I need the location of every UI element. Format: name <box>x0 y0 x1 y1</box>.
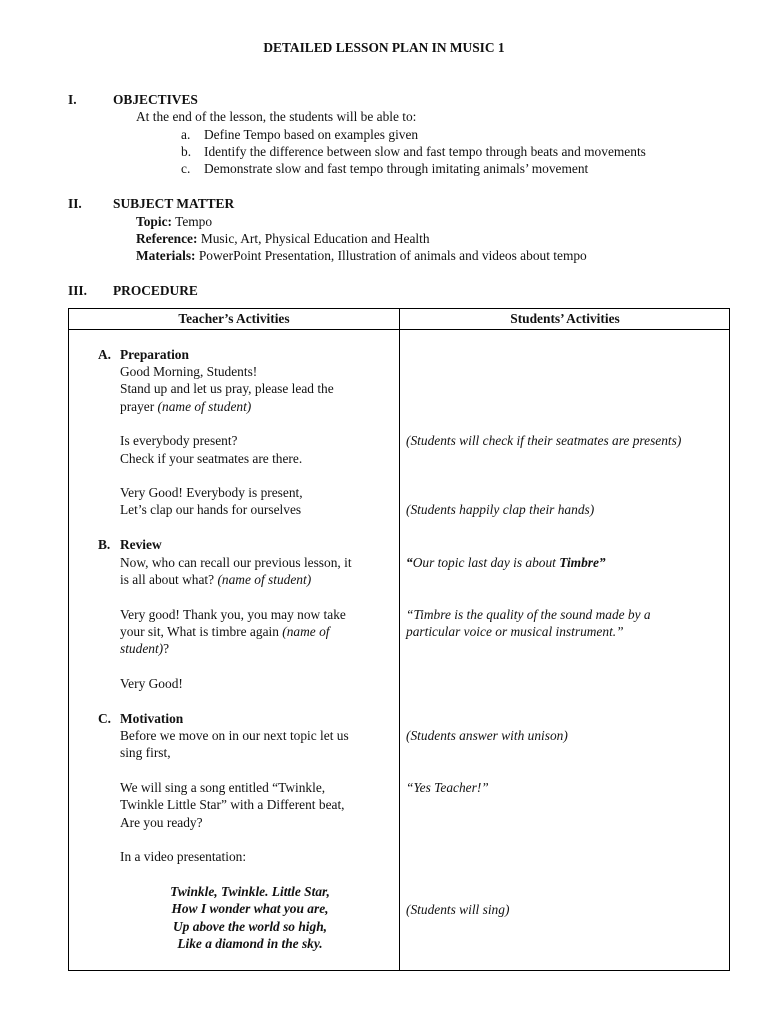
teacher-text: is all about what? <box>120 572 218 587</box>
teacher-text: your sit, What is timbre again <box>120 624 283 639</box>
column-header-students: Students’ Activities <box>510 311 620 326</box>
song-lyric-line: Twinkle, Twinkle. Little Star, <box>170 884 330 899</box>
table-header-divider <box>69 329 729 330</box>
student-response <box>406 554 606 571</box>
quote-mark: “ <box>406 555 413 570</box>
preparation-letter: A. <box>98 347 112 362</box>
song-lyric-line: Like a diamond in the sky. <box>177 936 323 951</box>
reference-value: Music, Art, Physical Education and Health <box>197 231 430 246</box>
teacher-line: sing first, <box>120 745 171 760</box>
teacher-line: Twinkle Little Star” with a Different beat, <box>120 797 345 812</box>
motivation-letter: C. <box>98 711 112 726</box>
song-lyric-line: How I wonder what you are, <box>171 901 329 916</box>
teacher-note: (name of student) <box>157 399 252 414</box>
objective-letter-b: b. <box>181 144 192 159</box>
teacher-line: Are you ready? <box>120 815 203 830</box>
section-number-subject-matter: II. <box>68 196 82 211</box>
objective-item-a: Define Tempo based on examples given <box>204 127 419 142</box>
student-response: “Yes Teacher!” <box>406 780 489 795</box>
student-text: Our topic last day is about <box>412 555 560 570</box>
reference-label: Reference: <box>136 231 198 246</box>
section-number-procedure: III. <box>68 283 87 298</box>
objective-letter-a: a. <box>181 127 191 142</box>
teacher-note: student) <box>120 641 164 656</box>
teacher-line: Check if your seatmates are there. <box>120 451 303 466</box>
document-title: DETAILED LESSON PLAN IN MUSIC 1 <box>263 40 505 55</box>
objective-item-c: Demonstrate slow and fast tempo through imitating animals’ movement <box>204 161 589 176</box>
teacher-line: We will sing a song entitled “Twinkle, <box>120 780 326 795</box>
teacher-line <box>120 623 330 640</box>
student-response: particular voice or musical instrument.” <box>406 624 624 639</box>
motivation-heading: Motivation <box>120 711 184 726</box>
column-header-teacher: Teacher’s Activities <box>178 311 290 326</box>
table-column-divider <box>399 309 400 970</box>
teacher-line: Now, who can recall our previous lesson, it <box>120 555 352 570</box>
student-response: (Students happily clap their hands) <box>406 502 595 517</box>
teacher-line: Is everybody present? <box>120 433 238 448</box>
topic-label: Topic: <box>136 214 172 229</box>
teacher-line: Very good! Thank you, you may now take <box>120 607 346 622</box>
student-response: (Students will sing) <box>406 902 510 917</box>
review-heading: Review <box>120 537 162 552</box>
teacher-line <box>120 571 311 588</box>
teacher-text: ? <box>163 641 170 656</box>
song-lyric-line: Up above the world so high, <box>172 919 327 934</box>
teacher-line: Before we move on in our next topic let us <box>120 728 349 743</box>
teacher-line <box>120 640 169 657</box>
section-title-procedure: PROCEDURE <box>113 283 198 298</box>
materials-label: Materials: <box>136 248 196 263</box>
materials-value: PowerPoint Presentation, Illustration of animals and videos about tempo <box>195 248 587 263</box>
teacher-line <box>120 398 251 415</box>
teacher-note: (name of <box>282 624 330 639</box>
student-response: “Timbre is the quality of the sound made by a <box>406 607 651 622</box>
teacher-line: Let’s clap our hands for ourselves <box>120 502 302 517</box>
teacher-line: Very Good! <box>120 676 183 691</box>
section-number-objectives: I. <box>68 92 77 107</box>
teacher-line: Very Good! Everybody is present, <box>120 485 303 500</box>
section-title-subject-matter: SUBJECT MATTER <box>113 196 235 211</box>
student-response: (Students answer with unison) <box>406 728 568 743</box>
teacher-text: prayer <box>120 399 158 414</box>
objective-letter-c: c. <box>181 161 191 176</box>
section-title-objectives: OBJECTIVES <box>113 92 198 107</box>
objective-item-b: Identify the difference between slow and fast tempo through beats and movements <box>204 144 646 159</box>
topic-line <box>136 213 212 230</box>
teacher-note: (name of student) <box>217 572 312 587</box>
objectives-intro: At the end of the lesson, the students will be able to: <box>136 109 417 124</box>
reference-line <box>136 230 430 247</box>
preparation-heading: Preparation <box>120 347 189 362</box>
teacher-line: Stand up and let us pray, please lead the <box>120 381 334 396</box>
review-letter: B. <box>98 537 111 552</box>
student-response: (Students will check if their seatmates are presents) <box>406 433 682 448</box>
teacher-line: Good Morning, Students! <box>120 364 258 379</box>
topic-value: Tempo <box>171 214 213 229</box>
materials-line <box>136 247 587 264</box>
student-emphasis: Timbre” <box>559 555 606 570</box>
teacher-line: In a video presentation: <box>120 849 247 864</box>
